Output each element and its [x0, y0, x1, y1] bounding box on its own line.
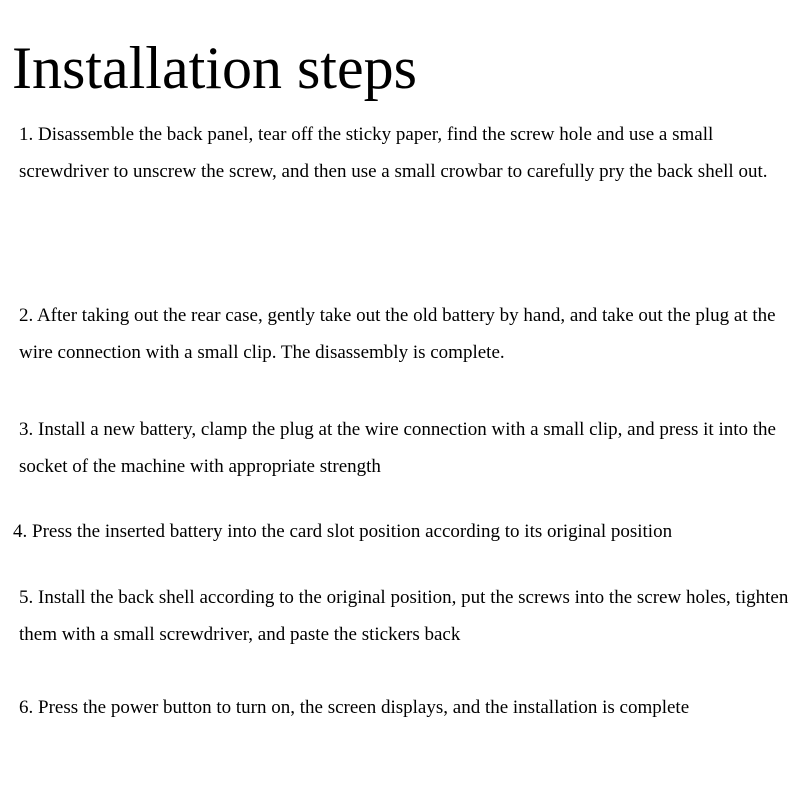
- step-6-text: 6. Press the power button to turn on, the screen displays, and the installation is complete: [19, 697, 690, 718]
- step-3-text: 3. Install a new battery, clamp the plug at the wire connection with a small clip, and press it into the socket of the machine with appropriate strength: [19, 419, 776, 477]
- step-1-text: 1. Disassemble the back panel, tear off the sticky paper, find the screw hole and use a small screwdriver to unscrew the screw, and then use a small crowbar to carefully pry the back shell out.: [19, 124, 768, 182]
- step-4-text: 4. Press the inserted battery into the card slot position according to its original position: [13, 521, 673, 542]
- step-2-text: 2. After taking out the rear case, gently take out the old battery by hand, and take out the plug at the wire connection with a small clip. The disassembly is complete.: [19, 305, 776, 363]
- page-title: Installation steps: [12, 35, 417, 101]
- step-5-text: 5. Install the back shell according to the original position, put the screws into the screw holes, tighten them with a small screwdriver, and paste the stickers back: [19, 587, 789, 645]
